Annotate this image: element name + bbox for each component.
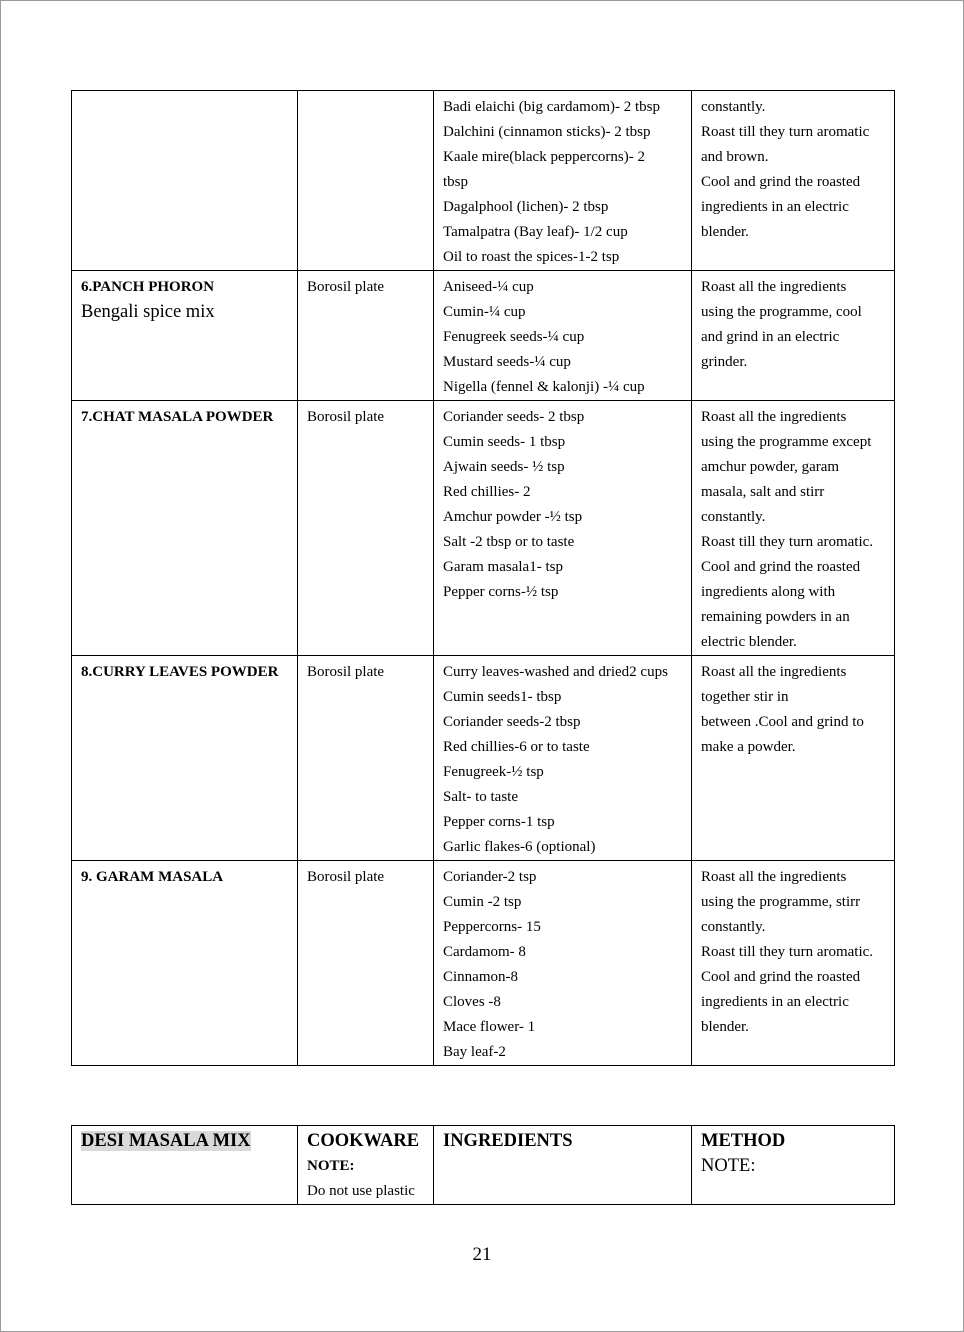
- ingredient-line: Cumin seeds1- tbsp: [443, 689, 562, 705]
- section-title-cell: [72, 1126, 298, 1205]
- ingredient-line: Cumin-¼ cup: [443, 304, 526, 320]
- ingredient-line: Coriander seeds-2 tbsp: [443, 714, 581, 730]
- cookware-cell: [298, 271, 434, 401]
- ingredient-line: Oil to roast the spices-1-2 tsp: [443, 249, 620, 265]
- method-line: electric blender.: [701, 634, 797, 650]
- method-line: constantly.: [701, 509, 766, 525]
- method-line: amchur powder, garam: [701, 459, 840, 475]
- recipe-name-cell: [72, 861, 298, 1066]
- cookware-cell: [298, 861, 434, 1066]
- recipe-row: [72, 401, 895, 656]
- method-line: constantly.: [701, 99, 766, 115]
- method-line: Cool and grind the roasted: [701, 969, 861, 985]
- ingredient-line: Dagalphool (lichen)- 2 tbsp: [443, 199, 609, 215]
- ingredient-line: Garlic flakes-6 (optional): [443, 839, 596, 855]
- method-line: Roast till they turn aromatic.: [701, 944, 874, 960]
- method-line: masala, salt and stirr: [701, 484, 825, 500]
- ingredient-line: Salt -2 tbsp or to taste: [443, 534, 575, 550]
- method-line: using the programme except: [701, 434, 872, 450]
- section-header-table: [71, 1125, 895, 1205]
- ingredient-line: Cumin seeds- 1 tbsp: [443, 434, 566, 450]
- ingredient-line: Kaale mire(black peppercorns)- 2: [443, 149, 645, 165]
- recipe-subname: Bengali spice mix: [81, 302, 215, 322]
- ingredient-line: Cardamom- 8: [443, 944, 526, 960]
- ingredients-cell: [434, 656, 692, 861]
- method-cell: [692, 656, 895, 861]
- ingredient-line: Cumin -2 tsp: [443, 894, 522, 910]
- method-cell: [692, 91, 895, 271]
- ingredients-cell: [434, 91, 692, 271]
- ingredient-line: Tamalpatra (Bay leaf)- 1/2 cup: [443, 224, 628, 240]
- recipe-row: [72, 91, 895, 271]
- method-line: Roast all the ingredients: [701, 279, 847, 295]
- recipe-name-cell: [72, 656, 298, 861]
- ingredient-line: Cinnamon-8: [443, 969, 518, 985]
- ingredients-header-cell: [434, 1126, 692, 1205]
- method-line: between .Cool and grind to: [701, 714, 864, 730]
- method-cell: [692, 861, 895, 1066]
- cookware: Borosil plate: [307, 409, 385, 425]
- ingredient-line: Pepper corns-½ tsp: [443, 584, 559, 600]
- recipe-name: 8.CURRY LEAVES POWDER: [81, 664, 279, 680]
- ingredient-line: Fenugreek seeds-¼ cup: [443, 329, 585, 345]
- ingredient-line: Cloves -8: [443, 994, 501, 1010]
- ingredient-line: Coriander seeds- 2 tbsp: [443, 409, 585, 425]
- ingredient-line: Mace flower- 1: [443, 1019, 536, 1035]
- recipe-row: [72, 271, 895, 401]
- method-line: using the programme, stirr: [701, 894, 861, 910]
- ingredient-line: Badi elaichi (big cardamom)- 2 tbsp: [443, 99, 661, 115]
- method-line: ingredients in an electric: [701, 994, 849, 1010]
- recipe-row: [72, 656, 895, 861]
- ingredient-line: Peppercorns- 15: [443, 919, 541, 935]
- method-note: NOTE:: [701, 1156, 756, 1176]
- ingredient-line: Mustard seeds-¼ cup: [443, 354, 571, 370]
- cookware-note-label: NOTE:: [307, 1158, 355, 1174]
- recipe-name: 9. GARAM MASALA: [81, 869, 224, 885]
- recipe-table-body: [72, 91, 895, 1066]
- cookware-cell: [298, 656, 434, 861]
- cookware: Borosil plate: [307, 279, 385, 295]
- recipe-name: 7.CHAT MASALA POWDER: [81, 409, 274, 425]
- ingredient-line: Dalchini (cinnamon sticks)- 2 tbsp: [443, 124, 651, 140]
- method-line: Roast all the ingredients: [701, 409, 847, 425]
- ingredient-line: Aniseed-¼ cup: [443, 279, 534, 295]
- method-line: remaining powders in an: [701, 609, 850, 625]
- ingredient-line: Nigella (fennel & kalonji) -¼ cup: [443, 379, 645, 395]
- method-line: ingredients along with: [701, 584, 836, 600]
- ingredient-line: Red chillies- 2: [443, 484, 531, 500]
- method-line: grinder.: [701, 354, 748, 370]
- method-line: Roast all the ingredients: [701, 664, 847, 680]
- section-header-row: [72, 1126, 895, 1205]
- ingredient-line: Coriander-2 tsp: [443, 869, 537, 885]
- cookware-cell: [298, 91, 434, 271]
- ingredient-line: Amchur powder -½ tsp: [443, 509, 583, 525]
- ingredients-heading: INGREDIENTS: [443, 1131, 573, 1151]
- cookware-note: Do not use plastic: [307, 1183, 415, 1199]
- ingredient-line: Fenugreek-½ tsp: [443, 764, 544, 780]
- method-cell: [692, 401, 895, 656]
- ingredient-line: Curry leaves-washed and dried2 cups: [443, 664, 668, 680]
- recipe-table: [71, 90, 895, 1066]
- recipe-name-cell: [72, 401, 298, 656]
- method-line: Roast all the ingredients: [701, 869, 847, 885]
- ingredient-line: Red chillies-6 or to taste: [443, 739, 590, 755]
- method-header-cell: [692, 1126, 895, 1205]
- method-line: Roast till they turn aromatic: [701, 124, 870, 140]
- cookware-header-cell: [298, 1126, 434, 1205]
- page-number: 21: [472, 1244, 492, 1265]
- ingredient-line: Pepper corns-1 tsp: [443, 814, 555, 830]
- method-line: make a powder.: [701, 739, 796, 755]
- recipe-row: [72, 861, 895, 1066]
- ingredient-line: tbsp: [443, 174, 469, 190]
- method-line: Roast till they turn aromatic.: [701, 534, 874, 550]
- method-line: and grind in an electric: [701, 329, 840, 345]
- ingredients-cell: [434, 401, 692, 656]
- section-title: DESI MASALA MIX: [81, 1131, 251, 1151]
- method-line: Cool and grind the roasted: [701, 174, 861, 190]
- cookware-heading: COOKWARE: [307, 1131, 420, 1151]
- ingredient-line: Garam masala1- tsp: [443, 559, 563, 575]
- cookware: Borosil plate: [307, 869, 385, 885]
- method-cell: [692, 271, 895, 401]
- recipe-name-cell: [72, 271, 298, 401]
- ingredients-cell: [434, 861, 692, 1066]
- cookware: Borosil plate: [307, 664, 385, 680]
- method-line: Cool and grind the roasted: [701, 559, 861, 575]
- method-line: constantly.: [701, 919, 766, 935]
- method-line: together stir in: [701, 689, 789, 705]
- method-line: blender.: [701, 224, 749, 240]
- method-line: using the programme, cool: [701, 304, 862, 320]
- method-line: blender.: [701, 1019, 749, 1035]
- recipe-name-cell: [72, 91, 298, 271]
- ingredient-line: Salt- to taste: [443, 789, 518, 805]
- ingredient-line: Bay leaf-2: [443, 1044, 506, 1060]
- method-line: and brown.: [701, 149, 769, 165]
- method-line: ingredients in an electric: [701, 199, 849, 215]
- ingredient-line: Ajwain seeds- ½ tsp: [443, 459, 565, 475]
- cookware-cell: [298, 401, 434, 656]
- ingredients-cell: [434, 271, 692, 401]
- recipe-name: 6.PANCH PHORON: [81, 279, 215, 295]
- method-heading: METHOD: [701, 1131, 786, 1151]
